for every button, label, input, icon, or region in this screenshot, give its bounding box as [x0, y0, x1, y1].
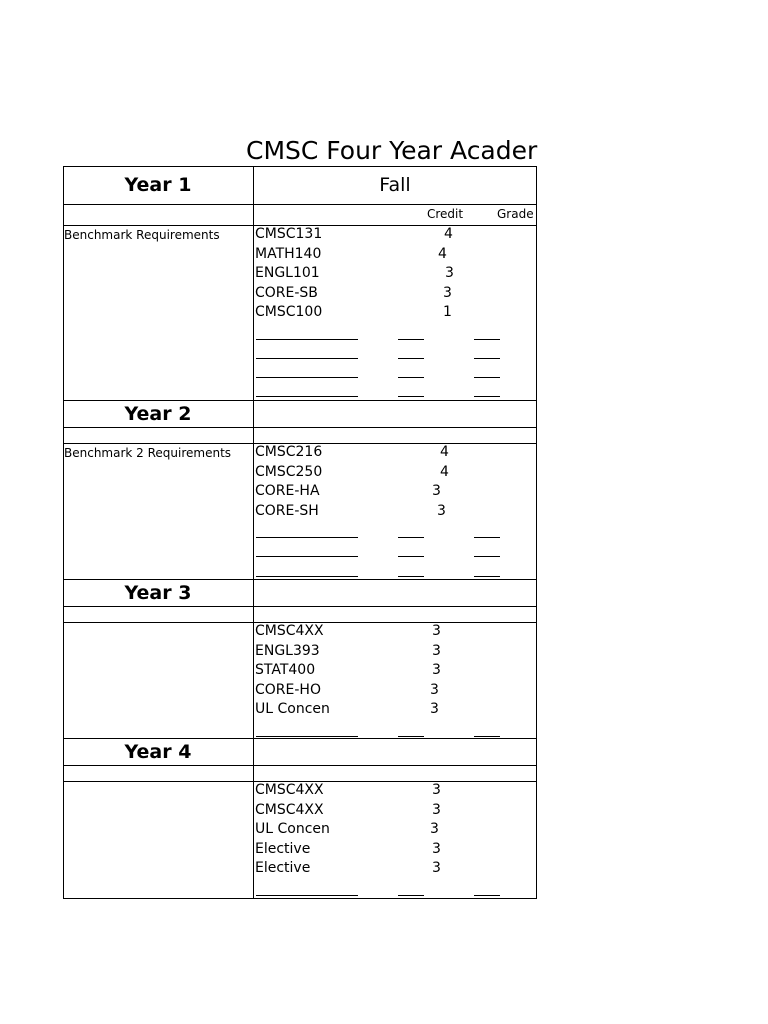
blank-grade-line	[474, 537, 500, 538]
course-credit: 1	[443, 304, 452, 320]
course-name: STAT400	[255, 662, 316, 678]
blank-course-row	[255, 559, 537, 578]
blank-course-row	[255, 361, 537, 380]
course-name: Elective	[255, 840, 311, 857]
blank-credit-line	[398, 736, 424, 737]
blank-course-line	[256, 537, 358, 538]
course-credit: 3	[432, 840, 441, 857]
blank-credit-line	[398, 576, 424, 577]
blank-credit-line	[398, 339, 424, 340]
blank-grade-line	[474, 556, 500, 557]
table-column-divider	[253, 166, 254, 899]
year-2-courses	[255, 443, 537, 579]
course-row	[255, 859, 537, 879]
course-name: CMSC131	[255, 226, 323, 242]
blank-grade-line	[474, 736, 500, 737]
year-4-label: Year 4	[124, 741, 192, 763]
blank-course-line	[256, 339, 358, 340]
course-name: CORE-HA	[255, 483, 320, 499]
course-credit: 3	[432, 860, 441, 876]
course-name: CMSC4XX	[255, 623, 324, 639]
course-row	[255, 681, 537, 701]
course-name: MATH140	[255, 245, 322, 262]
year-1-label: Year 1	[124, 174, 192, 196]
course-row	[255, 661, 537, 681]
document-title: CMSC Four Year Acader	[246, 136, 538, 165]
blank-credit-line	[398, 358, 424, 359]
credit-column-header: Credit	[427, 207, 464, 221]
course-name: CMSC100	[255, 304, 323, 320]
year-1-requirement-label: Benchmark Requirements	[64, 228, 220, 242]
blank-course-row	[255, 879, 537, 898]
blank-grade-line	[474, 576, 500, 577]
course-name: CMSC250	[255, 463, 323, 480]
blank-course-row	[255, 540, 537, 559]
course-name: UL Concen	[255, 821, 330, 837]
course-credit: 4	[440, 444, 449, 460]
course-row	[255, 303, 537, 323]
course-name: UL Concen	[255, 701, 330, 717]
grade-column-header: Grade	[497, 207, 534, 221]
course-credit: 3	[432, 801, 441, 818]
course-credit: 3	[445, 265, 454, 281]
course-row	[255, 840, 537, 860]
course-row	[255, 463, 537, 483]
year-1-courses	[255, 225, 537, 399]
blank-course-row	[255, 342, 537, 361]
course-row	[255, 443, 537, 463]
course-name: CORE-HO	[255, 681, 321, 698]
course-name: CMSC4XX	[255, 801, 324, 818]
course-row	[255, 245, 537, 265]
year-2-label: Year 2	[124, 403, 192, 425]
blank-credit-line	[398, 377, 424, 378]
course-row	[255, 502, 537, 522]
table-rule	[63, 427, 537, 428]
blank-course-row	[255, 720, 537, 739]
course-row	[255, 284, 537, 304]
course-name: CORE-SB	[255, 284, 318, 301]
fall-semester-header: Fall	[379, 174, 411, 196]
course-row	[255, 801, 537, 821]
blank-grade-line	[474, 339, 500, 340]
year-3-label: Year 3	[124, 582, 192, 604]
course-name: CORE-SH	[255, 502, 319, 519]
blank-credit-line	[398, 396, 424, 397]
blank-grade-line	[474, 377, 500, 378]
blank-course-line	[256, 358, 358, 359]
course-row	[255, 622, 537, 642]
course-name: CMSC216	[255, 444, 323, 460]
course-credit: 3	[432, 483, 441, 499]
course-row	[255, 781, 537, 801]
course-credit: 3	[430, 681, 439, 698]
table-rule	[63, 898, 537, 899]
blank-course-line	[256, 396, 358, 397]
table-rule	[63, 166, 537, 167]
table-rule	[63, 606, 537, 607]
course-credit: 4	[438, 245, 447, 262]
course-credit: 3	[443, 284, 452, 301]
blank-course-row	[255, 521, 537, 540]
course-credit: 3	[437, 502, 446, 519]
blank-grade-line	[474, 396, 500, 397]
table-rule	[63, 204, 537, 205]
table-rule	[63, 765, 537, 766]
course-credit: 4	[440, 463, 449, 480]
course-name: ENGL101	[255, 265, 320, 281]
course-credit: 3	[432, 782, 441, 798]
course-credit: 4	[444, 226, 453, 242]
blank-credit-line	[398, 537, 424, 538]
blank-course-line	[256, 377, 358, 378]
course-name: ENGL393	[255, 642, 320, 659]
course-row	[255, 482, 537, 502]
table-rule	[63, 400, 537, 401]
course-row	[255, 264, 537, 284]
blank-course-line	[256, 895, 358, 896]
course-row	[255, 700, 537, 720]
table-rule	[63, 579, 537, 580]
four-year-plan-table	[63, 166, 537, 899]
course-row	[255, 225, 537, 245]
course-credit: 3	[432, 623, 441, 639]
course-name: Elective	[255, 860, 311, 876]
course-credit: 3	[432, 642, 441, 659]
course-credit: 3	[430, 821, 439, 837]
blank-course-line	[256, 556, 358, 557]
year-3-courses	[255, 622, 537, 739]
blank-credit-line	[398, 895, 424, 896]
course-credit: 3	[430, 701, 439, 717]
course-row	[255, 642, 537, 662]
blank-course-row	[255, 323, 537, 342]
blank-credit-line	[398, 556, 424, 557]
year-4-courses	[255, 781, 537, 898]
table-left-border	[63, 166, 64, 899]
blank-course-line	[256, 576, 358, 577]
course-row	[255, 820, 537, 840]
course-credit: 3	[432, 662, 441, 678]
blank-course-line	[256, 736, 358, 737]
blank-course-row	[255, 380, 537, 399]
blank-grade-line	[474, 895, 500, 896]
course-name: CMSC4XX	[255, 782, 324, 798]
year-2-requirement-label: Benchmark 2 Requirements	[64, 446, 232, 460]
blank-grade-line	[474, 358, 500, 359]
